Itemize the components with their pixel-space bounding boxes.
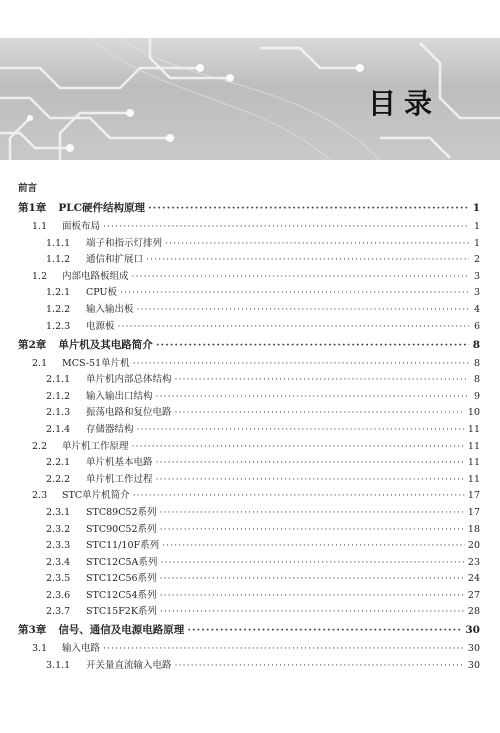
toc-entry-page: 1	[473, 221, 480, 232]
toc-entry-title: STC15F2K系列	[86, 606, 157, 618]
toc-entry-sub	[18, 407, 480, 419]
toc-entry-number: 2.3.5	[46, 573, 71, 585]
toc-entry-title: 电源板	[86, 320, 115, 332]
toc-entry-title: 输入输出板	[86, 303, 134, 315]
toc-entry-number: 2.3.1	[46, 506, 71, 518]
toc-entry-page: 17	[467, 506, 480, 518]
toc-entry-title: 通信和扩展口	[86, 254, 144, 266]
toc-entry-number: 2.3.3	[46, 540, 71, 552]
toc-entry-page: 11	[467, 457, 480, 469]
toc-entry-number: 1.1	[32, 221, 48, 232]
toc-entry-chapter	[18, 624, 480, 636]
toc-entry-title: 输入输出口结构	[86, 390, 153, 402]
toc-entry-title: MCS-51单片机	[62, 357, 130, 369]
toc-entry-number: 2.3.2	[46, 523, 71, 535]
dot-leader	[156, 339, 469, 351]
toc-entry-page: 30	[465, 624, 480, 637]
toc-entry-page: 8	[472, 338, 480, 351]
dot-leader	[187, 624, 462, 636]
toc-entry-title: 面板布局	[62, 221, 101, 232]
toc-entry-sub	[18, 557, 480, 569]
toc-entry-title: STC90C52系列	[86, 523, 157, 535]
toc-entry-section	[18, 221, 480, 233]
toc-entry-sub	[18, 254, 480, 266]
toc-entry-sub	[18, 391, 480, 403]
dot-leader	[132, 271, 469, 283]
toc-entry-number: 1.1.2	[46, 254, 71, 266]
toc-entry-chapter	[18, 339, 480, 351]
toc-entry-page: 8	[473, 357, 480, 369]
dot-leader	[148, 202, 469, 214]
toc-entry-page: 20	[467, 540, 480, 552]
toc-entry-page: 6	[473, 320, 480, 332]
dot-leader	[103, 643, 465, 655]
toc-entry-page: 2	[473, 254, 480, 266]
toc-entry-number: 1.2.1	[46, 287, 71, 299]
toc-entry-number: 2.3.6	[46, 589, 71, 601]
toc-entry-title: PLC硬件结构原理	[58, 202, 145, 214]
toc-entry-section	[18, 271, 480, 283]
toc-entry-number: 2.3.4	[46, 556, 71, 568]
toc-entry-number: 2.1.2	[46, 390, 71, 402]
toc-entry-sub	[18, 540, 480, 552]
dot-leader	[103, 221, 469, 233]
toc-entry-page: 17	[467, 490, 480, 502]
toc-entry-page: 10	[467, 407, 480, 419]
dot-leader	[165, 238, 469, 250]
toc-entry-title: 振荡电路和复位电路	[86, 407, 172, 419]
toc-entry-number: 2.2.1	[46, 457, 71, 469]
toc-entry-sub	[18, 321, 480, 333]
dot-leader	[160, 524, 465, 536]
toc-entry-number: 2.3.7	[46, 606, 71, 618]
toc-entry-page: 1	[473, 237, 480, 249]
toc-entry-sub	[18, 304, 480, 316]
toc-entry-title: STC12C54系列	[86, 589, 157, 601]
toc-entry-page: 11	[467, 423, 480, 435]
toc-entry-page: 27	[467, 589, 480, 601]
toc-entry-sub	[18, 606, 480, 618]
dot-leader	[156, 474, 465, 486]
toc-entry-sub	[18, 238, 480, 250]
dot-leader	[160, 507, 465, 519]
toc-entry-title: STC12C5A系列	[86, 556, 158, 568]
toc-entry-number: 1.2	[32, 270, 48, 282]
toc-entry-sub	[18, 524, 480, 536]
toc-entry-number: 2.2.2	[46, 473, 71, 485]
toc-entry-title: STC11/10F系列	[86, 540, 160, 552]
toc-entry-title: 信号、通信及电源电路原理	[58, 624, 185, 637]
toc-entry-section	[18, 490, 480, 502]
table-of-contents	[18, 180, 480, 677]
dot-leader	[132, 441, 465, 453]
toc-entry-number: 1.2.3	[46, 320, 71, 332]
toc-entry-title: STC单片机简介	[62, 490, 130, 502]
toc-entry-number: 第2章	[18, 338, 47, 351]
toc-entry-title: 内部电路板组成	[62, 270, 129, 282]
toc-entry-page: 30	[467, 643, 480, 655]
dot-leader	[175, 374, 469, 386]
dot-leader	[133, 490, 465, 502]
dot-leader	[118, 321, 469, 333]
dot-leader	[137, 424, 465, 436]
toc-entry-title: STC12C56系列	[86, 573, 157, 585]
toc-entry-number: 2.3	[32, 490, 48, 502]
toc-entry-page: 24	[467, 573, 480, 585]
toc-entry-page: 9	[473, 390, 480, 402]
toc-entry-title: 单片机及其电路简介	[58, 338, 153, 351]
dot-leader	[160, 573, 465, 585]
toc-entry-number: 2.1.3	[46, 407, 71, 419]
toc-entry-page: 18	[467, 523, 480, 535]
toc-entry-sub	[18, 424, 480, 436]
toc-entry-title: CPU板	[86, 287, 118, 299]
toc-entry-number: 2.2	[32, 440, 48, 452]
toc-entry-page: 4	[473, 303, 480, 315]
toc-entry-title: 单片机工作过程	[86, 473, 153, 485]
toc-entry-chapter	[18, 202, 480, 214]
toc-entry-number: 1.1.1	[46, 237, 71, 249]
toc-entry-title: 存储器结构	[86, 423, 134, 435]
toc-entry-number: 第3章	[18, 624, 47, 637]
toc-entry-section	[18, 441, 480, 453]
toc-entry-title: 输入电路	[62, 643, 101, 655]
toc-entry-sub	[18, 287, 480, 299]
dot-leader	[133, 358, 469, 370]
toc-entry-sub	[18, 507, 480, 519]
page-title: 目录	[367, 87, 440, 120]
toc-entry-title: 开关量直流输入电路	[86, 660, 172, 672]
toc-entry-page: 1	[472, 202, 480, 214]
toc-entry-title: STC89C52系列	[86, 506, 157, 518]
toc-entry-title: 单片机内部总体结构	[86, 374, 172, 386]
toc-entry-number: 3.1.1	[46, 660, 71, 672]
toc-entry-page: 28	[467, 606, 480, 618]
toc-entry-sub	[18, 573, 480, 585]
toc-entry-page: 3	[473, 287, 480, 299]
toc-entry-sub	[18, 457, 480, 469]
toc-entry-page: 30	[467, 660, 480, 672]
header-banner	[0, 38, 500, 160]
dot-leader	[120, 287, 469, 299]
toc-entry-number: 3.1	[32, 643, 48, 655]
toc-entry-preface	[18, 180, 480, 194]
toc-entry-sub	[18, 590, 480, 602]
toc-entry-page: 3	[473, 270, 480, 282]
toc-entry-number: 1.2.2	[46, 303, 71, 315]
toc-entry-title: 前言	[18, 183, 38, 194]
dot-leader	[146, 254, 469, 266]
dot-leader	[137, 304, 469, 316]
toc-entry-sub	[18, 660, 480, 672]
toc-entry-title: 单片机基本电路	[86, 457, 153, 469]
dot-leader	[162, 540, 465, 552]
toc-entry-title: 单片机工作原理	[62, 440, 129, 452]
dot-leader	[175, 407, 465, 419]
toc-entry-page: 8	[473, 374, 480, 386]
toc-entry-page: 11	[467, 473, 480, 485]
dot-leader	[156, 457, 465, 469]
toc-entry-section	[18, 643, 480, 655]
toc-entry-number: 第1章	[18, 202, 47, 214]
toc-entry-page: 11	[467, 440, 480, 452]
toc-entry-title: 端子和指示灯排列	[86, 237, 163, 249]
toc-entry-sub	[18, 474, 480, 486]
toc-entry-page: 23	[467, 556, 480, 568]
dot-leader	[160, 606, 465, 618]
dot-leader	[160, 557, 465, 569]
dot-leader	[175, 660, 465, 672]
toc-entry-number: 2.1.4	[46, 423, 71, 435]
toc-entry-section	[18, 358, 480, 370]
toc-entry-number: 2.1.1	[46, 374, 71, 386]
dot-leader	[156, 391, 469, 403]
toc-entry-number: 2.1	[32, 357, 48, 369]
dot-leader	[160, 590, 465, 602]
toc-entry-sub	[18, 374, 480, 386]
